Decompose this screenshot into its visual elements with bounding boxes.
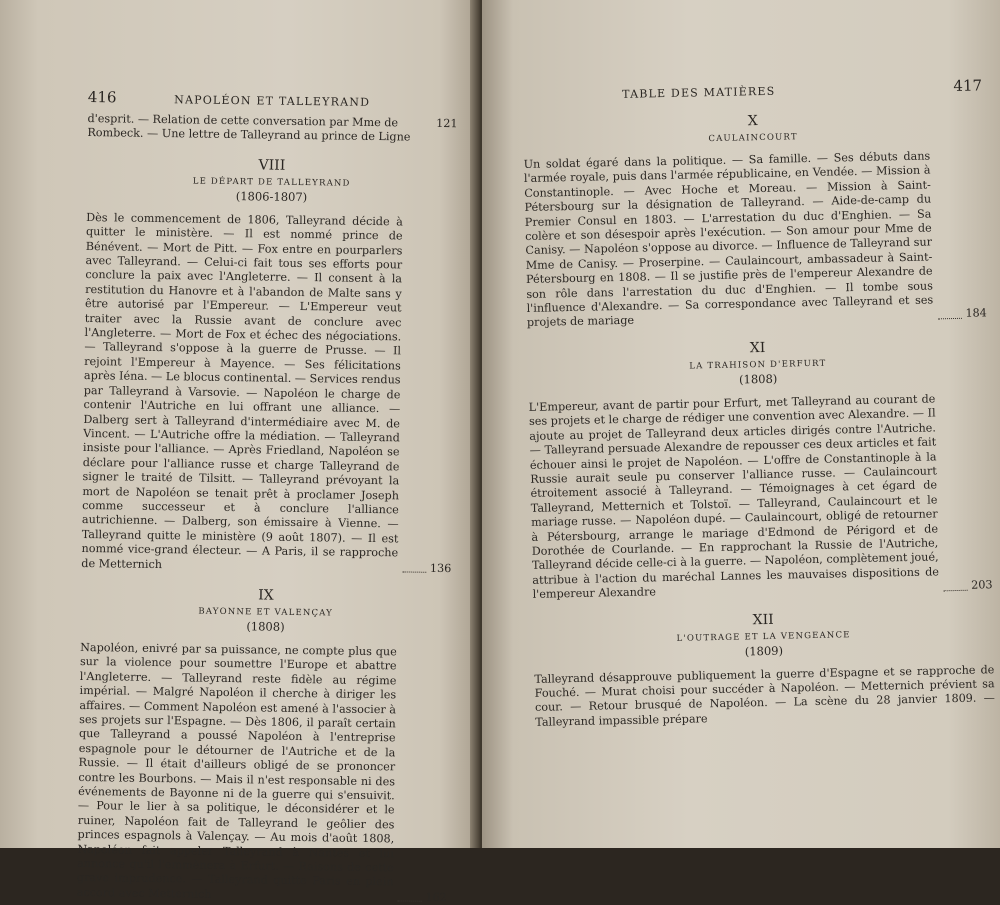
leader-dots: [938, 318, 962, 320]
section-date: (1809): [534, 639, 994, 663]
summary-text: Un soldat égaré dans la politique. — Sa famille. — Ses débuts dans l'armée royale, puis dans l'armée républicaine, en Vendée. — Mission à Constantinople. — Avec Hoche et Moreau. — Mission à Saint-Pétersbourg sur la désignation de Talleyrand. — Aide-de-camp du Premier Consul en 1803. — L'arrestation du duc d'Enghien. — Sa colère et son désespoir après l'exécution. — Son amour pour Mme de Canisy. — Napoléon s'oppose au divorce. — Influence de Talleyrand sur Mme de Canisy. — Proserpine. — Caulaincourt, ambassadeur à Saint-Pétersbourg en 1808. — Il se justifie près de l'empereur Alexandre de son rôle dans l'arrestation du duc d'Enghien. — Il tombe sous l'influence d'Alexandre. — Sa correspondance avec Talleyrand et ses projets de mariage: [524, 149, 934, 330]
section-xii: [533, 607, 995, 730]
section-summary: [77, 641, 451, 905]
leader-dots: [402, 571, 426, 572]
right-page: [482, 0, 1000, 848]
summary-text: Talleyrand désapprouve publiquement la guerre d'Espagne et se rapproche de Fouché. — Murat choisi pour succéder à Napoléon. — Metternich prévient sa cour. — Retour brusqué de Napoléon. — La scène du 28 janvier 1809. — Talleyrand impassible prépare: [534, 663, 995, 730]
section-number: XII: [533, 607, 993, 633]
running-title-left: NAPOLÉON ET TALLEYRAND: [174, 93, 370, 109]
leader-dots: [943, 589, 967, 591]
leader-dots: [397, 901, 421, 902]
section-summary: [81, 211, 456, 576]
left-page-content: [77, 88, 458, 905]
page-ref: 203: [971, 578, 993, 593]
left-page: [0, 0, 478, 848]
page-ref: 184: [965, 307, 987, 322]
summary-text: L'Empereur, avant de partir pour Erfurt, met Talleyrand au courant de ses projets et le charge de rédiger une convention avec Alexandre. — Il ajoute au projet de Talleyrand deux articles dirigés contre l'Autriche. — Talleyrand persuade Alexandre de repousser ces deux articles et fait échouer ainsi le projet de Napoléon. — L'offre de Constantinople à la Russie aurait seule pu conserver l'alliance russe. — Caulaincourt étroitement associé à Talleyrand. — Témoignages à cet égard de Talleyrand, Metternich et Tolstoï. — Talleyrand, Caulaincourt et le mariage russe. — Napoléon dupé. — Caulaincourt, obligé de retourner à Pétersbourg, arrange le mariage d'Edmond de Périgord et de Dorothée de Courlande. — En rapprochant la Russie de l'Autriche, Talleyrand décide celle-ci à la guerre. — Napoléon, complètement joué, attribue à l'action du maréchal Lannes les mauvaises dispositions de l'empereur Alexandre: [529, 392, 940, 602]
summary-text: Dès le commencement de 1806, Talleyrand décide à quitter le ministère. — Il est nommé prince de Bénévent. — Mort de Pitt. — Fox entre en pourparlers avec Talleyrand. — Celui-ci fait tous ses efforts pour conclure la paix avec l'Angleterre. — Il consent à la restitution du Hanovre et à l'abandon de Malte sans y être autorisé par l'Empereur. — L'Empereur veut traiter avec la Russie avant de conclure avec l'Angleterre. — Mort de Fox et échec des négociations. — Talleyrand s'oppose à la guerre de Prusse. — Il rejoint l'Empereur à Mayence. — Ses félicitations après Iéna. — Le blocus continental. — Services rendus par Talleyrand à Varsovie. — Napoléon le charge de contenir l'Autriche en lui offrant une alliance. — Dalberg sert à Talleyrand d'intermédiaire avec M. de Vincent. — L'Autriche offre la médiation. — Talleyrand insiste pour l'alliance. — Après Friedland, Napoléon se déclare pour l'alliance russe et charge Talleyrand de signer le traité de Tilsitt. — Talleyrand prévoyant la mort de Napoléon se tenait prêt à proclamer Joseph comme successeur et à conclure l'alliance autrichienne. — Dalberg, son émissaire à Vienne. — Talleyrand quitte le ministère (9 août 1807). — Il est nommé vice-grand électeur. — A Paris, il se rapproche de Metternich: [81, 211, 403, 576]
section-title: LA TRAHISON D'ERFURT: [528, 355, 988, 375]
page-number-left: 416: [88, 88, 117, 106]
section-title: LE DÉPART DE TALLEYRAND: [87, 175, 457, 190]
section-number: XI: [527, 335, 987, 361]
section-title: CAULAINCOURT: [523, 128, 983, 148]
section-viii: [81, 155, 457, 576]
section-title: L'OUTRAGE ET LA VENGEANCE: [534, 627, 994, 647]
right-page-content: [522, 76, 995, 730]
section-number: IX: [81, 585, 451, 606]
page-ref: 136: [430, 561, 452, 576]
running-head-left: [88, 88, 458, 111]
continued-text: d'esprit. — Relation de cette conversation par Mme de Rombeck. — Une lettre de Talleyrand au prince de Ligne: [87, 112, 428, 146]
running-head-right: [522, 76, 982, 104]
running-title-right: TABLE DES MATIÈRES: [622, 85, 775, 101]
continued-page: 121: [436, 117, 458, 132]
section-xi: [527, 335, 992, 602]
summary-text: Napoléon, enivré par sa puissance, ne compte plus que sur la violence pour soumettre l'Europe et abattre l'Angleterre. — Talleyrand reste fidèle au régime impérial. — Malgré Napoléon il cherche à diriger les affaires. — Comment Napoléon est amené à l'associer à ses projets sur l'Espagne. — Dès 1806, il paraît certain que Talleyrand a poussé Napoléon à l'entreprise espagnole pour le détourner de l'Autriche et de la Russie. — Il était d'ailleurs obligé de se prononcer contre les Bourbons. — Mais il n'est responsable ni des événements de Bayonne ni de la guerre qui s'ensuivit. — Pour le lier à sa politique, le déconsidérer et le ruiner, Napoléon fait de Talleyrand le geôlier des princes espagnols à Valençay. — Au mois d'août 1808, Napoléon fait appeler Talleyrand à Nantes et lui annonce qu'il l'emmènera à Erfurt. — Raisons de cette grave imprudence. — Talleyrand quitte Paris en plein accord avec Metternich: [77, 641, 397, 905]
section-x: [523, 108, 987, 330]
continued-entry: [87, 112, 457, 146]
section-date: (1808): [528, 367, 988, 391]
section-number: X: [523, 108, 983, 134]
section-summary: [524, 148, 988, 330]
section-date: (1808): [80, 617, 450, 636]
section-summary: [529, 391, 993, 602]
section-title: BAYONNE ET VALENÇAY: [81, 605, 451, 620]
section-number: VIII: [87, 155, 457, 176]
page-ref: 162: [425, 891, 447, 905]
page-number-right: 417: [953, 76, 982, 95]
section-ix: [77, 585, 451, 905]
section-date: (1806-1807): [86, 187, 456, 206]
